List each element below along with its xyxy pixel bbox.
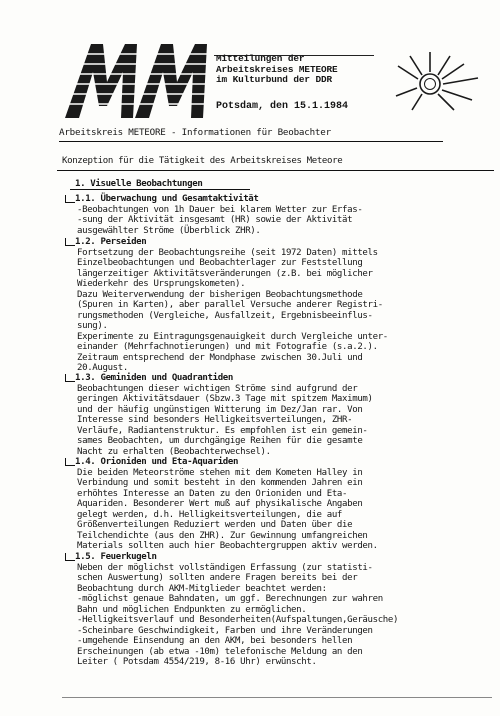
text-line: längerzeitiger Aktivitätsveränderungen (z.B. bei möglicher (77, 268, 373, 279)
text-line: Bahn und möglichen Endpunkten zu ermöglichen. (77, 604, 307, 615)
text-line: Erscheinungen (ab etwa -10m) telefonische Meldung an den (77, 646, 363, 657)
text-line: Dazu Weiterverwendung der bisherigen Beobachtungsmethode (77, 289, 363, 300)
radiant-sun-icon (392, 48, 482, 114)
section-marker (65, 374, 75, 382)
text-line: Einzelbeobachtungen und Beobachterlager zur Feststellung (77, 258, 363, 269)
text-line: Aquariden. Besonderer Wert muß auf physikalische Angaben (77, 499, 363, 510)
text-line: -umgehende Einsendung an den AKM, bei besonders hellen (77, 636, 353, 647)
text-line: Experimente zu Eintragungsgenauigkeit durch Vergleiche unter- (77, 331, 388, 342)
text-line: schen Auswertung) sollten andere Fragen bereits bei der (77, 573, 358, 584)
text-line: Materials sollten auch hier Beobachtergruppen aktiv werden. (77, 541, 378, 552)
text-line: 20.August. (77, 362, 128, 373)
header-title-line: Mitteilungen der (216, 53, 305, 64)
text-line: Zeitraum entsprechend der Mondphase zwischen 30.Juli und (77, 352, 363, 363)
section-marker (65, 238, 75, 246)
text-line: Verläufe, Radiantenstruktur. Es empfohlen ist ein gemein- (77, 425, 368, 436)
section-1-3-body (77, 384, 373, 457)
section-1-title: 1. Visuelle Beobachtungen (75, 179, 203, 189)
section-1-1-title: 1.1. Überwachung und Gesamtaktivität (75, 194, 259, 204)
document-subtitle: Arbeitskreis METEORE - Informationen für Beobachter (59, 127, 331, 138)
section-1-5-body (77, 563, 398, 668)
section-marker (65, 458, 75, 466)
heading-rule (57, 170, 494, 171)
section-1-4-body (77, 468, 378, 552)
text-line: rungsmethoden (Vergleiche, Ausfallzeit, Ergebnisbeeinflus- (77, 310, 373, 321)
text-line: -sung der Aktivität insgesamt (HR) sowie der Aktivität (77, 215, 353, 226)
text-line: Interesse sind besonders Helligkeitsverteilungen, ZHR- (77, 415, 353, 426)
section-1-rule (70, 189, 250, 190)
text-line: Neben der möglichst vollständigen Erfassung (zur statisti- (77, 563, 373, 573)
section-1-1-body (77, 205, 362, 236)
text-line: gelegt werden, d.h. Helligkeitsverteilungen, die auf (77, 509, 343, 520)
header-title-line: im Kulturbund der DDR (216, 74, 333, 85)
text-line: Wiederkehr des Ursprungskometen). (77, 279, 246, 290)
text-line: -Beobachtungen von 1h Dauer bei klarem Wetter zur Erfas- (77, 205, 363, 215)
text-line: Nacht zu erhalten (Beobachterwechsel). (77, 446, 271, 457)
header-title-line: Arbeitskreises METEORE (216, 63, 338, 75)
text-line: sames Beobachten, um durchgängige Reihen für die gesamte (77, 436, 363, 447)
header-title (216, 54, 338, 86)
text-line: Größenverteilungen Reduziert werden und Daten über die (77, 520, 353, 531)
text-line: geringen Aktivitätsdauer (Sbzw.3 Tage mit spitzem Maximum) (77, 394, 373, 405)
section-marker (65, 553, 75, 561)
section-1-5-title: 1.5. Feuerkugeln (75, 552, 157, 562)
section-1-2-body (77, 248, 388, 373)
subtitle-rule (59, 141, 443, 142)
text-line: -Helligkeitsverlauf und Besonderheiten(Aufspaltungen,Geräusche) (77, 615, 399, 626)
bottom-rule (62, 697, 492, 698)
section-1-4-title: 1.4. Orioniden und Eta-Aquariden (75, 457, 239, 467)
text-line: ausgewählter Ströme (Überblick ZHR). (77, 225, 261, 236)
text-line: -möglichst genaue Bahndaten, um ggf. Berechnungen zur wahren (77, 594, 383, 605)
text-line: Leiter ( Potsdam 4554/219, 8-16 Uhr) erwünscht. (77, 657, 317, 668)
text-line: und der häufig ungünstigen Witterung im Dez/Jan rar. Von (77, 404, 363, 415)
text-line: Teilchendichte (aus den ZHR). Zur Gewinnung umfangreichen (77, 530, 368, 541)
section-1-2-title: 1.2. Perseiden (75, 237, 147, 247)
document-heading: Konzeption für die Tätigkeit des Arbeitskreises Meteore (62, 156, 343, 166)
section-1-3-title: 1.3. Geminiden und Quadrantiden (75, 373, 233, 383)
section-marker (65, 195, 75, 203)
text-line: Fortsetzung der Beobachtungsreihe (seit 1972 Daten) mittels (77, 248, 378, 258)
text-line: erhöhtes Interesse an Daten zu den Orioniden und Eta- (77, 488, 348, 499)
text-line: Verbindung und somit besteht in den kommenden Jahren ein (77, 478, 363, 489)
text-line: (Spuren in Karten), aber parallel Versuche anderer Registri- (77, 300, 383, 311)
text-line: Die beiden Meteorströme stehen mit dem Kometen Halley in (77, 468, 363, 478)
mm-logo (63, 42, 211, 120)
text-line: einander (Mehrfachnotierungen) und mit Fotografie (s.a.2.). (77, 342, 378, 353)
text-line: sung). (77, 321, 108, 332)
text-line: -Scheinbare Geschwindigkeit, Farben und ihre Veränderungen (77, 625, 373, 636)
text-line: Beobachtungen dieser wichtigen Ströme sind aufgrund der (77, 384, 358, 394)
text-line: Beobachtung durch AKM-Mitglieder beachtet werden: (77, 583, 327, 594)
place-date: Potsdam, den 15.1.1984 (216, 101, 349, 112)
